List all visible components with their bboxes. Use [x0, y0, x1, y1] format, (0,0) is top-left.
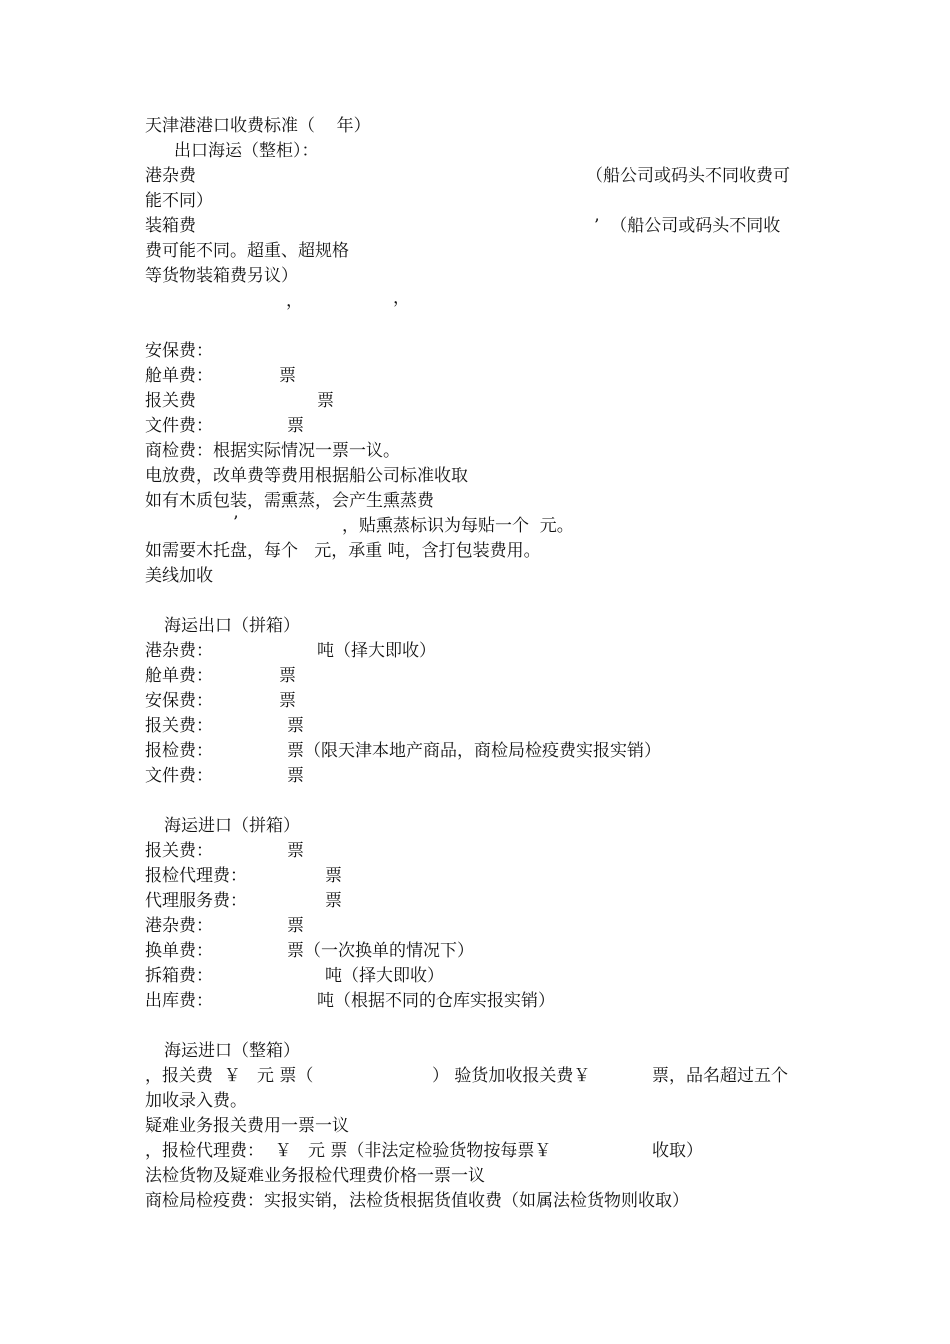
section-heading-export-lcl: 海运出口（拼箱） — [164, 616, 300, 636]
text-line: 票 — [325, 866, 342, 886]
text-line: 文件费： — [145, 766, 213, 786]
text-line: ，报检代理费： ￥ 元 票（非法定检验货物按每票￥ — [145, 1141, 552, 1161]
text-line: 舱单费： — [145, 366, 213, 386]
text-line: ’ （船公司或码头不同收 — [594, 216, 781, 236]
text-line: 票 — [325, 891, 342, 911]
section-heading-export-fcl: 出口海运（整柜）： — [174, 141, 319, 161]
text-line: 装箱费 — [145, 216, 196, 236]
text-line: 报关费： — [145, 841, 213, 861]
text-line: ，报关费 ￥ 元 票（ — [145, 1066, 314, 1086]
text-line: 票 — [287, 766, 304, 786]
text-line: 法检货物及疑难业务报检代理费价格一票一议 — [145, 1166, 485, 1186]
text-line: 文件费： — [145, 416, 213, 436]
text-line: 吨（择大即收） — [325, 966, 444, 986]
text-line: 商检局检疫费：实报实销，法检货根据货值收费（如属法检货物则收取） — [145, 1191, 689, 1211]
text-line: 票 — [279, 666, 296, 686]
text-line: 费可能不同。超重、超规格 — [145, 241, 349, 261]
text-line: 吨（根据不同的仓库实报实销） — [317, 991, 555, 1011]
text-line: 报关费 — [145, 391, 196, 411]
section-heading-import-lcl: 海运进口（拼箱） — [164, 816, 300, 836]
text-line: 票（限天津本地产商品，商检局检疫费实报实销） — [287, 741, 661, 761]
text-line: 票 — [287, 916, 304, 936]
text-line: 票 — [287, 416, 304, 436]
text-line: 票 — [279, 366, 296, 386]
text-line: 票 — [287, 841, 304, 861]
text-line: 疑难业务报关费用一票一议 — [145, 1116, 349, 1136]
text-line: 能不同） — [145, 191, 213, 211]
text-line: 报检代理费： — [145, 866, 247, 886]
text-line: 票 — [287, 716, 304, 736]
text-line: 代理服务费： — [145, 891, 247, 911]
text-line: ， — [286, 291, 303, 311]
text-line: 报检费： — [145, 741, 213, 761]
text-line: 等货物装箱费另议） — [145, 266, 298, 286]
text-line: ， — [393, 288, 410, 308]
text-line: 港杂费： — [145, 641, 213, 661]
text-line: 加收录入费。 — [145, 1091, 247, 1111]
text-line: 票（一次换单的情况下） — [287, 941, 474, 961]
text-line: 电放费，改单费等费用根据船公司标准收取 — [145, 466, 468, 486]
text-line: 吨（择大即收） — [317, 641, 436, 661]
text-line: 拆箱费： — [145, 966, 213, 986]
text-line: 舱单费： — [145, 666, 213, 686]
text-line: 如有木质包装，需熏蒸，会产生熏蒸费 — [145, 491, 434, 511]
text-line: 港杂费 — [145, 166, 196, 186]
text-line: 票 — [317, 391, 334, 411]
text-line: ） 验货加收报关费￥ — [432, 1066, 591, 1086]
text-line: 票 — [279, 691, 296, 711]
text-line: 报关费： — [145, 716, 213, 736]
document-title: 天津港港口收费标准（ 年） — [145, 116, 371, 136]
text-line: （船公司或码头不同收费可 — [586, 166, 790, 186]
text-line: 安保费： — [145, 341, 213, 361]
text-line: 换单费： — [145, 941, 213, 961]
text-line: 港杂费： — [145, 916, 213, 936]
text-line: 商检费：根据实际情况一票一议。 — [145, 441, 400, 461]
text-line: 收取） — [652, 1141, 703, 1161]
text-line: 出库费： — [145, 991, 213, 1011]
text-line: ，贴熏蒸标识为每贴一个 元。 — [342, 516, 574, 536]
text-line: 如需要木托盘，每个 元，承重 吨，含打包装费用。 — [145, 541, 541, 561]
text-line: 美线加收 — [145, 566, 213, 586]
section-heading-import-fcl: 海运进口（整箱） — [164, 1041, 300, 1061]
text-line: 票，品名超过五个 — [652, 1066, 788, 1086]
text-line: ’ — [233, 513, 239, 533]
text-line: 安保费： — [145, 691, 213, 711]
